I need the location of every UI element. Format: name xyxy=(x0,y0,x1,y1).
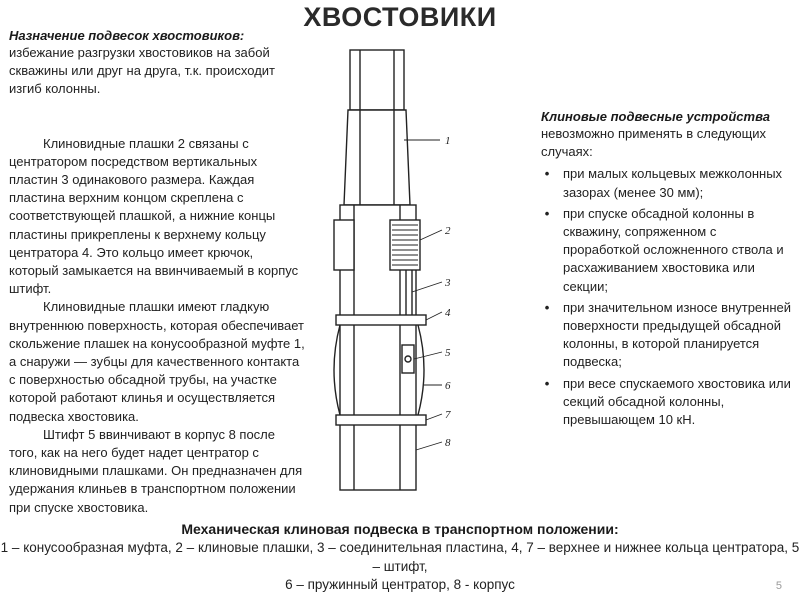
figure-caption xyxy=(0,520,800,595)
list-item-text: при малых кольцевых межколонных зазорах (менее 30 мм); xyxy=(563,166,783,200)
bullet-icon: • xyxy=(544,166,550,182)
diagram-label-5: 5 xyxy=(445,347,451,359)
diagram-label-8: 8 xyxy=(445,437,451,449)
list-item xyxy=(541,165,791,201)
right-heading: Клиновые подвесные устройства xyxy=(541,109,771,124)
page-number: 5 xyxy=(775,580,782,592)
list-item xyxy=(541,375,791,430)
bullet-icon: • xyxy=(544,205,550,221)
list-item-text: при значительном износе внутренней поверхности предыдущей обсадной колонны, в которой планируется подвеска; xyxy=(563,299,792,370)
limitations-list xyxy=(541,165,791,429)
left-intro: избежание разгрузки хвостовиков на забой скважины или друг на друга, т.к. происходит изгиб колонны. xyxy=(9,45,276,97)
list-item-text: при весе спускаемого хвостовика или секций обсадной колонны, превышающем 10 кН. xyxy=(563,375,791,428)
caption-line-1: 1 – конусообразная муфта, 2 – клиновые плашки, 3 – соединительная пластина, 4, 7 – верхнее и нижнее кольца центратора, 5 – штифт, xyxy=(0,540,800,574)
caption-title: Механическая клиновая подвеска в транспортном положении: xyxy=(181,521,619,537)
diagram-label-4: 4 xyxy=(445,307,451,319)
left-paragraph-3: Штифт 5 ввинчивают в корпус 8 после того, как на него будет надет центратор с клиновидными плашками. Он предназначен для удержания клиньев в транспортном положении при спуске хвостовика. xyxy=(9,426,303,515)
left-column xyxy=(9,27,305,517)
list-item-text: при спуске обсадной колонны в скважину, сопряженном с проработкой осложненного ствола и расхаживанием хвостовика или секции; xyxy=(563,205,784,294)
list-item xyxy=(541,205,791,296)
bullet-icon: • xyxy=(544,299,550,315)
diagram-label-3: 3 xyxy=(445,277,451,289)
diagram-label-6: 6 xyxy=(445,380,451,392)
diagram-label-1: 1 xyxy=(445,135,451,147)
right-column xyxy=(541,108,791,432)
list-item xyxy=(541,299,791,372)
caption-line-2: 6 – пружинный центратор, 8 - корпус xyxy=(285,577,515,592)
liner-hanger-diagram xyxy=(318,30,468,510)
right-intro: невозможно применять в следующих случаях: xyxy=(541,126,767,160)
diagram-label-7: 7 xyxy=(445,409,451,421)
left-heading: Назначение подвесок хвостовиков: xyxy=(9,28,245,43)
diagram-label-2: 2 xyxy=(445,225,451,237)
left-paragraph-2: Клиновидные плашки имеют гладкую внутреннюю поверхность, которая обеспечивает скольжение плашек на конусообразной муфте 1, а снаружи — зубцы для качественного контакта с поверхностью обсадной трубы, на участке которой работают клинья и осуществляется подвеска хвостовика. xyxy=(9,299,305,424)
left-paragraph-1: Клиновидные плашки 2 связаны с центратором посредством вертикальных пластин 3 одинакового размера. Каждая пластина верхним концом скреплена с соответствующей плашкой, а нижние концы пластины прикреплены к верхнему кольцу центратора 4. Это кольцо имеет крючок, который замыкается на ввинчиваемый в корпус штифт. xyxy=(9,135,299,297)
slide-title: ХВОСТОВИКИ xyxy=(303,2,497,32)
bullet-icon: • xyxy=(544,375,550,391)
